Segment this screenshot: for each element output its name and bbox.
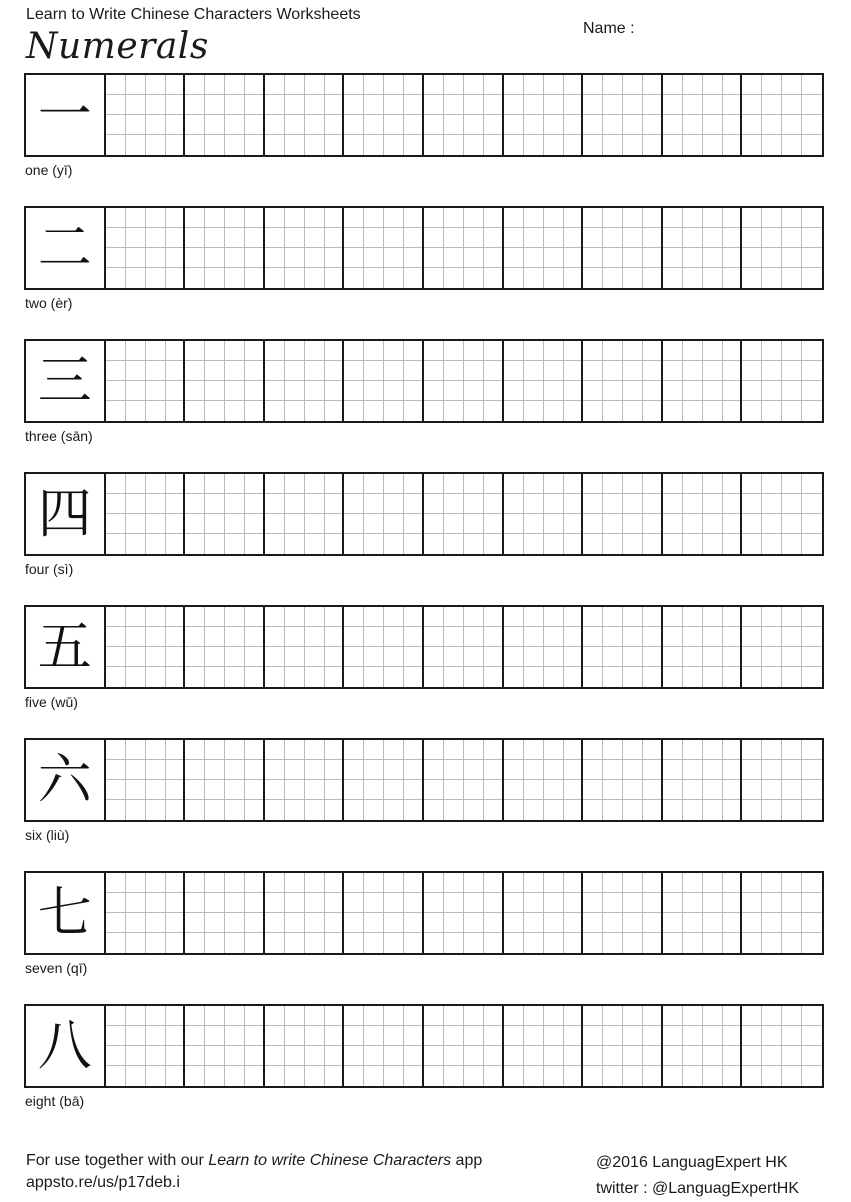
writing-practice-cell[interactable] <box>504 341 584 421</box>
writing-practice-cell[interactable] <box>424 1006 504 1086</box>
writing-practice-cell[interactable] <box>663 740 743 820</box>
model-character: 五 <box>37 615 92 678</box>
writing-practice-cell[interactable] <box>504 607 584 687</box>
writing-practice-cell[interactable] <box>344 75 424 155</box>
character-meaning-label: four (sì) <box>25 561 74 577</box>
footer-app-link[interactable]: appsto.re/us/p17deb.i <box>26 1174 180 1191</box>
character-meaning-label: two (èr) <box>25 295 73 311</box>
model-character-cell <box>26 873 106 953</box>
writing-practice-cell[interactable] <box>344 1006 424 1086</box>
writing-practice-cell[interactable] <box>742 474 822 554</box>
writing-practice-cell[interactable] <box>424 873 504 953</box>
writing-practice-cell[interactable] <box>742 607 822 687</box>
writing-practice-cell[interactable] <box>265 740 345 820</box>
writing-practice-cell[interactable] <box>583 1006 663 1086</box>
writing-practice-cell[interactable] <box>424 75 504 155</box>
footer-suffix: app <box>451 1152 483 1169</box>
model-character: 八 <box>37 1014 92 1077</box>
writing-practice-cell[interactable] <box>504 1006 584 1086</box>
writing-practice-cell[interactable] <box>106 75 186 155</box>
practice-grid <box>24 871 824 955</box>
character-meaning-label: seven (qī) <box>25 960 88 976</box>
character-meaning-label: six (liù) <box>25 827 70 843</box>
writing-practice-cell[interactable] <box>583 75 663 155</box>
writing-practice-cell[interactable] <box>265 607 345 687</box>
writing-practice-cell[interactable] <box>344 607 424 687</box>
practice-row <box>24 738 824 843</box>
practice-row <box>24 605 824 710</box>
writing-practice-cell[interactable] <box>106 208 186 288</box>
writing-practice-cell[interactable] <box>424 474 504 554</box>
model-character-cell <box>26 607 106 687</box>
writing-practice-cell[interactable] <box>583 208 663 288</box>
practice-row <box>24 871 824 976</box>
writing-practice-cell[interactable] <box>185 1006 265 1086</box>
writing-practice-cell[interactable] <box>106 474 186 554</box>
writing-practice-cell[interactable] <box>185 607 265 687</box>
writing-practice-cell[interactable] <box>583 740 663 820</box>
model-character: 六 <box>37 748 92 811</box>
writing-practice-cell[interactable] <box>742 873 822 953</box>
practice-row <box>24 339 824 444</box>
writing-practice-cell[interactable] <box>185 873 265 953</box>
model-character-cell <box>26 341 106 421</box>
writing-practice-cell[interactable] <box>742 208 822 288</box>
practice-grid <box>24 73 824 157</box>
writing-practice-cell[interactable] <box>742 1006 822 1086</box>
model-character: 三 <box>37 349 92 412</box>
writing-practice-cell[interactable] <box>504 75 584 155</box>
writing-practice-cell[interactable] <box>185 341 265 421</box>
model-character-cell <box>26 75 106 155</box>
practice-grid <box>24 339 824 423</box>
writing-practice-cell[interactable] <box>344 740 424 820</box>
writing-practice-cell[interactable] <box>344 341 424 421</box>
writing-practice-cell[interactable] <box>344 873 424 953</box>
writing-practice-cell[interactable] <box>106 607 186 687</box>
series-title: Learn to Write Chinese Characters Worksheets <box>26 6 361 23</box>
writing-practice-cell[interactable] <box>663 208 743 288</box>
writing-practice-cell[interactable] <box>583 474 663 554</box>
writing-practice-cell[interactable] <box>583 341 663 421</box>
writing-practice-cell[interactable] <box>504 208 584 288</box>
writing-practice-cell[interactable] <box>663 1006 743 1086</box>
practice-row <box>24 1004 824 1109</box>
model-character: 二 <box>37 216 92 279</box>
writing-practice-cell[interactable] <box>106 341 186 421</box>
writing-practice-cell[interactable] <box>663 75 743 155</box>
writing-practice-cell[interactable] <box>504 474 584 554</box>
writing-practice-cell[interactable] <box>504 740 584 820</box>
writing-practice-cell[interactable] <box>742 740 822 820</box>
practice-row <box>24 206 824 311</box>
model-character-cell <box>26 474 106 554</box>
practice-grid <box>24 605 824 689</box>
writing-practice-cell[interactable] <box>265 208 345 288</box>
writing-practice-cell[interactable] <box>185 474 265 554</box>
writing-practice-cell[interactable] <box>424 341 504 421</box>
writing-practice-cell[interactable] <box>663 607 743 687</box>
writing-practice-cell[interactable] <box>106 1006 186 1086</box>
character-meaning-label: three (sān) <box>25 428 93 444</box>
footer-app-note <box>26 1150 482 1194</box>
name-label: Name : <box>583 20 635 37</box>
footer-twitter[interactable]: twitter : @LanguagExpertHK <box>596 1180 800 1197</box>
writing-practice-cell[interactable] <box>265 1006 345 1086</box>
character-meaning-label: five (wǔ) <box>25 694 78 710</box>
writing-practice-cell[interactable] <box>265 873 345 953</box>
footer-credits <box>596 1150 799 1202</box>
writing-practice-cell[interactable] <box>504 873 584 953</box>
writing-practice-cell[interactable] <box>265 75 345 155</box>
writing-practice-cell[interactable] <box>265 474 345 554</box>
character-meaning-label: one (yī) <box>25 162 73 178</box>
writing-practice-cell[interactable] <box>106 740 186 820</box>
practice-row <box>24 472 824 577</box>
writing-practice-cell[interactable] <box>265 341 345 421</box>
writing-practice-cell[interactable] <box>424 607 504 687</box>
writing-practice-cell[interactable] <box>742 341 822 421</box>
writing-practice-cell[interactable] <box>663 341 743 421</box>
model-character: 四 <box>37 482 92 545</box>
writing-practice-cell[interactable] <box>742 75 822 155</box>
footer-app-line <box>26 1150 482 1172</box>
writing-practice-cell[interactable] <box>344 474 424 554</box>
model-character: 一 <box>37 83 92 146</box>
footer-prefix: For use together with our <box>26 1152 209 1169</box>
practice-grid <box>24 738 824 822</box>
writing-practice-cell[interactable] <box>185 75 265 155</box>
practice-grid <box>24 472 824 556</box>
writing-practice-cell[interactable] <box>663 474 743 554</box>
footer-copyright: @2016 LanguagExpert HK <box>596 1154 788 1171</box>
model-character-cell <box>26 1006 106 1086</box>
writing-practice-cell[interactable] <box>583 607 663 687</box>
writing-practice-cell[interactable] <box>106 873 186 953</box>
model-character-cell <box>26 740 106 820</box>
writing-practice-cell[interactable] <box>583 873 663 953</box>
writing-practice-cell[interactable] <box>663 873 743 953</box>
model-character: 七 <box>37 881 92 944</box>
footer-app-name: Learn to write Chinese Characters <box>208 1152 452 1169</box>
writing-practice-cell[interactable] <box>424 208 504 288</box>
writing-practice-cell[interactable] <box>185 208 265 288</box>
practice-grid <box>24 206 824 290</box>
writing-practice-cell[interactable] <box>185 740 265 820</box>
practice-row <box>24 73 824 178</box>
writing-practice-cell[interactable] <box>424 740 504 820</box>
practice-grid <box>24 1004 824 1088</box>
character-meaning-label: eight (bā) <box>25 1093 85 1109</box>
model-character-cell <box>26 208 106 288</box>
writing-practice-cell[interactable] <box>344 208 424 288</box>
worksheet-title: Numerals <box>26 26 209 67</box>
